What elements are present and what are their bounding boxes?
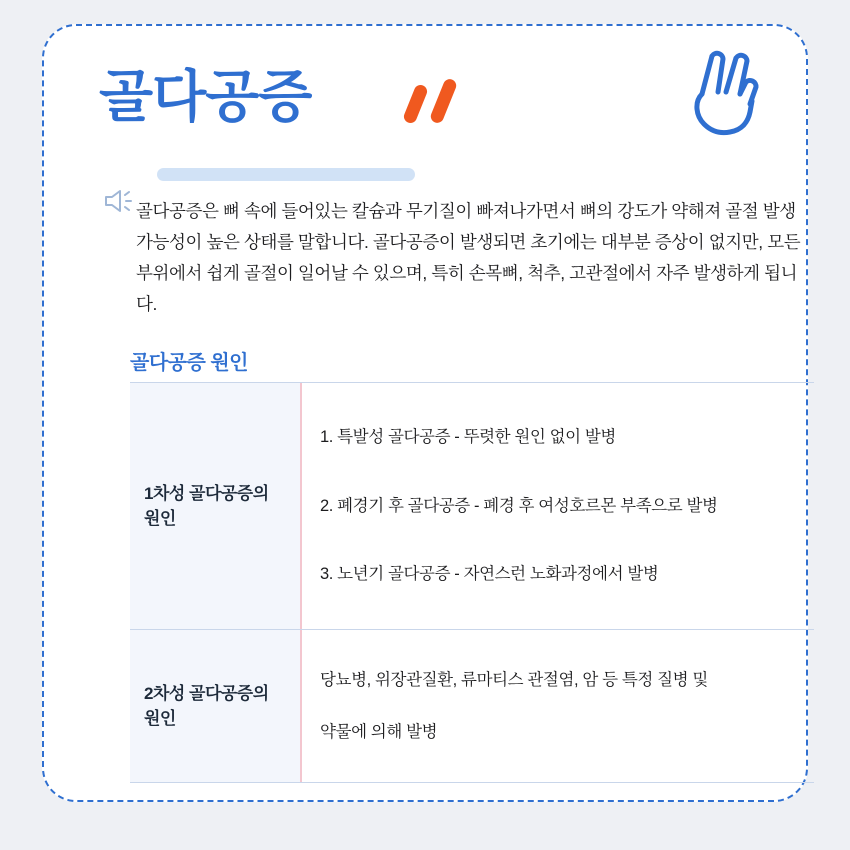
list-item: 1. 특발성 골다공증 - 뚜렷한 원인 없이 발병: [320, 428, 616, 447]
section-title: 골다공증 원인: [130, 352, 248, 374]
title-block: [99, 65, 599, 128]
row-content: [302, 383, 814, 629]
intro-paragraph: 골다공증은 뼈 속에 들어있는 칼슘과 무기질이 빠져나가면서 뼈의 강도가 약해져 골절 발생 가능성이 높은 상태를 말합니다. 골다공증이 발생되면 초기에는 대부분 증상이 없지만, 모든 부위에서 쉽게 골절이 일어날 수 있으며, 특히 손목뼈, 척추, 고관절에서 자주 발생하게 됩니다.: [136, 200, 801, 314]
victory-hand-icon: [668, 34, 778, 144]
table-row: [130, 382, 814, 629]
list-item: 3. 노년기 골다공증 - 자연스런 노화과정에서 발병: [320, 565, 659, 584]
page-title: 골다공증: [99, 65, 312, 128]
table-row: [130, 629, 814, 783]
content-card: [42, 24, 808, 802]
row-content: [302, 630, 814, 782]
title-highlight: [157, 168, 415, 181]
causes-table: [130, 382, 814, 783]
row-label: 2차성 골다공증의 원인: [130, 630, 302, 782]
list-item: 2. 폐경기 후 골다공증 - 폐경 후 여성호르몬 부족으로 발병: [320, 496, 718, 515]
list-item: 약물에 의해 발병: [320, 723, 438, 741]
list-item: 당뇨병, 위장관질환, 류마티스 관절염, 암 등 특정 질병 및: [320, 670, 708, 689]
speaker-icon: [102, 186, 134, 216]
row-label: 1차성 골다공증의 원인: [130, 383, 302, 629]
